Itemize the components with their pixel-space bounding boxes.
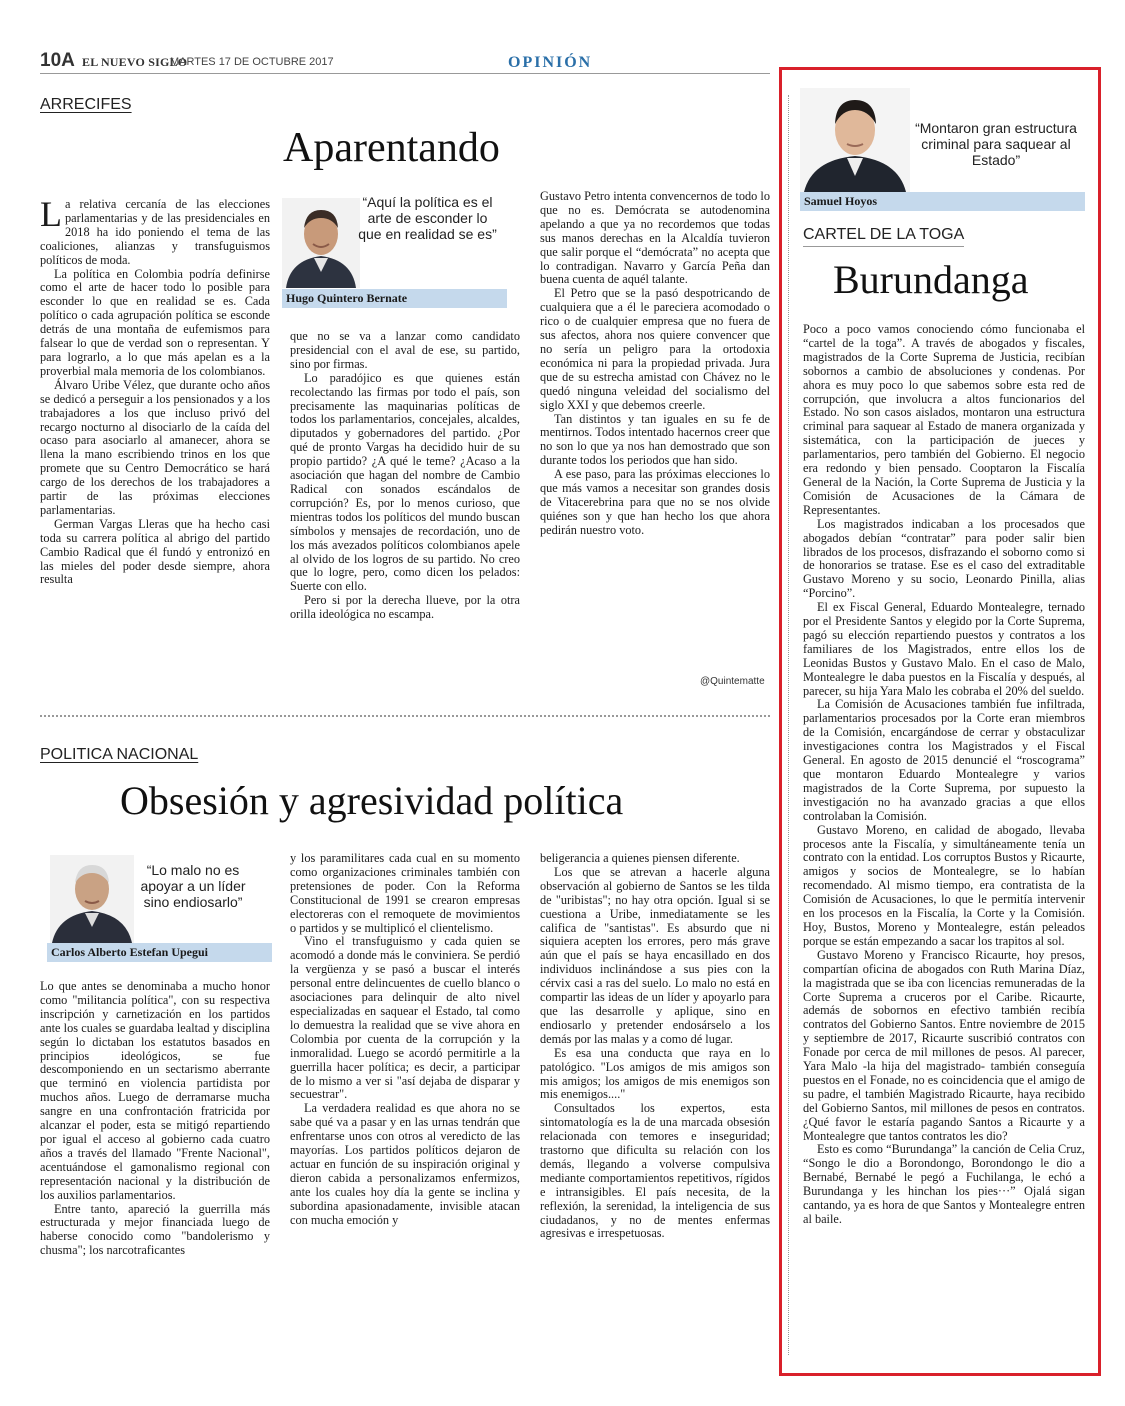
article2-headline: Obsesión y agresividad política: [120, 778, 624, 823]
article2-author-name: Carlos Alberto Estefan Upegui: [47, 943, 272, 962]
paragraph: La verdadera realidad es que ahora no se sabe qué va a pasar y en las urnas tendrán que enfrentarse unos con otros al veredicto de las mayorías. Los partidos políticos dejaron de actuar en función de su inspiración original y dieron cabida a personalizamos enfermizos, ante los cuales hoy día la gente se inclina y subordina apasionadamente, invisible atacan con mucha emoción y: [290, 1101, 520, 1227]
header-divider: [40, 73, 770, 74]
section-divider: [40, 715, 770, 717]
article3-kicker: CARTEL DE LA TOGA: [803, 226, 964, 247]
paragraph: El ex Fiscal General, Eduardo Montealegre, ternado por el Presidente Santos y elegido por la Corte Suprema, pagó su elección repartiendo puestos y contratos a los familiares de los Magistrados, entre ellos los de Leonidas Bustos y Gustavo Malo. En el caso de Malo, Montealegre le daba puestos en la Fiscalía y después, al parecer, su hija Yara Malo les cobraba el 20% del sueldo.: [803, 600, 1085, 698]
paragraph: [40, 198, 270, 268]
drop-cap: L: [40, 198, 62, 234]
paragraph: Gustavo Moreno, en calidad de abogado, llevaba procesos ante la Fiscalía, y simultáneamente tenía un contrato con la entidad. Los corruptos Bustos y Ricaurte, amigos y socios de Montealegre, se lo habían recomendado. Al mismo tiempo, era contratista de la Comisión de Acusaciones, lo que le permitía intervenir en los procesos en la Fiscalía, la Corte y la Comisión. Hoy, Bustos, Moreno y Montealegre, están peleados porque se están empezando a sacar los trapitos al sol.: [803, 822, 1085, 948]
paragraph: El Petro que se la pasó despotricando de cualquiera que a él le pareciera acomodado o rico o de cualquier empresa que no fuera de sus afectos, ahora nos quiere convencer que no sería un peligro para la ortodoxia económica ni para la propiedad privada. Jura que de su estrecha amistad con Chávez no le quedó ninguna veleidad del socialismo del siglo XXI y que debemos creerle.: [540, 286, 770, 412]
article3-pull-quote: “Montaron gran estructura criminal para saquear al Estado”: [915, 120, 1077, 168]
article1-column-2: [290, 330, 520, 690]
article3-body: [803, 323, 1085, 1353]
paragraph: beligerancia a quienes piensen diferente.: [540, 852, 740, 865]
paragraph: Tan distintos y tan iguales en su fe de mentirnos. Todos intentado hacernos creer que no son lo que ya nos han demostrado que son durante todos los periodos que han sido.: [540, 411, 770, 468]
author-handle: @Quintematte: [700, 676, 765, 687]
paragraph: Los que se atrevan a hacerle alguna observación al gobierno de Santos se les tilda de "uribistas"; no hay otra opción. Igual si se cuestiona a Uribe, inmediatamente se les califica de "santistas". Es absurdo que ni siquiera acepten los errores, pero más grave aún que el país se haya encasillado en dos individuos inclinándose a sus pies con la cérvix casi a ras del suelo. Lo malo no está en compartir las ideas de un líder y apoyarlo para que las desarrolle y aplique, sino en endiosarlo y pretender endosárselo a los demás por las malas y a como dé lugar.: [540, 864, 770, 1046]
article3-headline: Burundanga: [833, 257, 1029, 302]
article2-pull-quote: “Lo malo no es apoyar a un líder sino endiosarlo”: [140, 862, 246, 910]
paragraph: Poco a poco vamos conociendo cómo funcionaba el “cartel de la toga”. A través de abogados y fiscales, magistrados de la Corte Suprema de Justicia, recibían sobornos a cambio de absoluciones y condenas. Por ahora es muy poco lo que sabemos sobre esta red de corrupción, que involucra a altos funcionarios del Estado. No son casos aislados, montaron una estructura criminal para saquear al Estado de manera organizada y sistemática, con la participación de jueces y parlamentarios, pero también del Gobierno. El negocio era redondo y bien pensado. Cooptaron la Fiscalía General de la Nación, la Corte Suprema de Justicia y la Comisión de Acusaciones de la Cámara de Representantes.: [803, 323, 1085, 517]
paragraph: A ese paso, para las próximas elecciones lo que más vamos a necesitar son grandes dosis de Vitacerebrina para que no se nos olvide quiénes son y que han hecho los que ahora pedirán nuestro voto.: [540, 467, 770, 537]
paragraph: Gustavo Petro intenta convencernos de todo lo que no es. Demócrata se autodenomina apelando a que ya no recordemos que todas sus manos derechas en la Alcaldía tuvieron que salir porque el “demócrata” no acepta que lo contradigan. Navarro y García Peña dan buena cuenta de aquél talante.: [540, 190, 770, 287]
article1-kicker: ARRECIFES: [40, 96, 132, 113]
author-photo: [800, 88, 910, 192]
column-divider: [788, 95, 789, 1355]
article1-column-1: [40, 198, 270, 690]
paragraph: Es esa una conducta que raya en lo patológico. "Los amigos de mis amigos son mis amigos; los amigos de mis enemigos son mis enemigos....": [540, 1045, 770, 1102]
article2-column-3: [540, 852, 770, 1342]
paragraph: Vino el transfuguismo y cada quien se acomodó a donde más le conviniera. Se perdió la vergüenza y se pasó a buscar el interés personal entre delincuentes de cuello blanco o asociaciones para delinquir de alto nivel especializadas en saquear el Estado, tal como lo demuestra la realidad que se vive ahora en Colombia por cuenta de la corrupción y la inmoralidad. Luego se acordó permitirle a la guerrilla hacer política; es decir, a participar de lo mismo a ver si "así dejaba de disparar y secuestrar".: [290, 934, 520, 1102]
paragraph: y los paramilitares cada cual en su momento como organizaciones criminales también con pretensiones de poder. Con la Reforma Constitucional de 1991 se crearon empresas electoreras con el remoquete de movimientos o partidos y se multiplicó el clientelismo.: [290, 852, 520, 935]
paragraph-text: a relativa cercanía de las elecciones parlamentarias y de las presidenciales en 2018 ha ido poniendo el tema de las coaliciones, alianzas y transfuguismos políticos de moda.: [40, 198, 270, 267]
paragraph: Gustavo Moreno y Francisco Ricaurte, hoy presos, compartían oficina de abogados con Ruth Marina Díaz, la magistrada que se iba con licencias remuneradas de la Corte Suprema a cruceros por el Caribe. Ricaurte, además de sobornos en efectivo también recibía contratos del Gobierno Santos. Entre noviembre de 2015 y septiembre de 2017, Ricaurte suscribió contratos con Fonade por cerca de mil millones de pesos. Al parecer, Yara Malo -la hija del magistrado- también conseguía puestos en el Fonade, no es coincidencia que el amigo de su padre, el también Magistrado Ricaurte, haya recibido del Gobierno Santos, mil millones de pesos en contratos. ¿Qué favor le estaría pagando Santos a Ricaurte y a Montealegre que tantos contratos les dio?: [803, 947, 1085, 1143]
article1-pull-quote: “Aquí la política es el arte de esconder lo que en realidad se es”: [358, 194, 497, 242]
paragraph: Esto es como “Burundanga” la canción de Celia Cruz, “Songo le dio a Borondongo, Borondongo le dio a Bernabé, Bernabé le pegó a Fuchilanga, le echó a Burundanga y les hinchan los pies···” Ojalá sigan cantando, ya es hora de que Santos y Montealegre entren al baile.: [803, 1142, 1085, 1226]
issue-date: MARTES 17 DE OCTUBRE 2017: [170, 56, 334, 68]
section-title: OPINIÓN: [508, 54, 593, 71]
newspaper-name: EL NUEVO SIGLO: [82, 55, 188, 69]
article2-kicker: POLITICA NACIONAL: [40, 746, 199, 763]
paragraph: La Comisión de Acusaciones también fue infiltrada, parlamentarios procesados por la Corte eran miembros de la Comisión, encargándose de cerrar y obstaculizar investigaciones contra los Magistrados y el Fiscal General. En agosto de 2015 denuncié el “roscograma” que montaron Eduardo Montealegre y varios magistrados de la Corte Suprema, por supuesto la investigación no ha avanzado gracias a que ellos controlaban la Comisión.: [803, 697, 1085, 823]
article2-column-2: [290, 852, 520, 1342]
paragraph: Lo que antes se denominaba a mucho honor como "militancia política", con su respectiva inscripción y carnetización en los partidos ante los cuales se guardaba lealtad y disciplina según lo dictaban los estatutos basados en principios ideológicos, se fue descomponiendo en un sectarismo aberrante que terminó en violencia partidista por muchos años. Luego de derramarse mucha sangre en una confrontación fratricida por alcanzar el poder, esta se mitigó repartiendo por igual el acceso al gobierno cada cuatro años a través del llamado "Frente Nacional", acentuándose el gamonalismo regional con representación nacional y la distribución de los auxilios parlamentarios.: [40, 980, 270, 1202]
author-photo: [50, 855, 134, 943]
article1-author-name: Hugo Quintero Bernate: [282, 289, 507, 308]
article1-headline: Aparentando: [283, 125, 500, 171]
paragraph: Álvaro Uribe Vélez, que durante ocho años se dedicó a perseguir a los pensionados y a los trabajadores a los que incluso privó del recargo nocturno al disociarlo de la caída del ocaso para asociarlo al amanecer, ahora se llena la mano escribiendo trinos en los que promete que su Centro Democrático se hará cargo de los derechos de los trabajadores a partir de las próximas elecciones parlamentarias.: [40, 377, 270, 517]
paragraph: Entre tanto, apareció la guerrilla más estructurada y mejor financiada luego de haberse conocido como "bandolerismo y chusma"; los narcotraficantes: [40, 1201, 270, 1258]
paragraph: que no se va a lanzar como candidato presidencial con el aval de ese, su partido, sino por firmas.: [290, 330, 520, 371]
paragraph: German Vargas Lleras que ha hecho casi toda su carrera política al abrigo del partido Cambio Radical que él fundó y entronizó en las mieles del poder desde siempre, ahora resulta: [40, 516, 270, 587]
article1-column-3: [540, 190, 770, 670]
page-number: 10A: [40, 50, 75, 71]
article3-author-name: Samuel Hoyos: [800, 192, 1085, 211]
paragraph: La política en Colombia podría definirse como el arte de hacer todo lo posible para esconder lo que en realidad se es. Cada político o cada agrupación política se esconde detrás de una montaña de eufemismos para falsear lo que de verdad son o representan. Y para lograrlo, a lo que más apelan es a la proverbial mala memoria de los colombianos.: [40, 266, 270, 378]
paragraph: Pero si por la derecha llueve, por la otra orilla ideológica no escampa.: [290, 593, 520, 622]
paragraph: Lo paradójico es que quienes están recolectando las firmas por todo el país, son precisamente las maquinarias políticas de todos los parlamentarios, concejales, alcaldes, diputados y gobernadores del partido. ¿Por qué de pronto Vargas ha decidido huir de su propio partido? ¿A qué le teme? ¿Acaso a la asociación que hagan del nombre de Cambio Radical con sonados escándalos de corrupción? Es, por lo menos curioso, que mientras todos los políticos del mundo buscan símbolos y mensajes de recordación, uno de los más avezados políticos colombianos apele al olvido de los logros de su partido. No creo que lo logre, pero, como dicen los pelados: Suerte con ello.: [290, 370, 520, 594]
paragraph: Consultados los expertos, esta sintomatología es la de una marcada obsesión relacionada con temores e inseguridad; trastorno que dificulta su relación con los demás, llegando a volverse compulsiva mediante comportamientos repetitivos, rígidos e intransigibles. El país necesita, de la reflexión, la serenidad, la inteligencia de sus ciudadanos, y no de mentes enfermas agresivas e irrespetuosas.: [540, 1101, 770, 1241]
author-photo: [282, 198, 360, 288]
paragraph: Los magistrados indicaban a los procesados que abogados debían “contratar” para poder salir bien librados de los procesos, disfrazando el soborno como si de honorarios se tratase. Ese es el caso del extraditable Gustavo Moreno y su socio, Leonardo Pinilla, alias “Porcino”.: [803, 516, 1085, 601]
article2-column-1: [40, 980, 270, 1325]
